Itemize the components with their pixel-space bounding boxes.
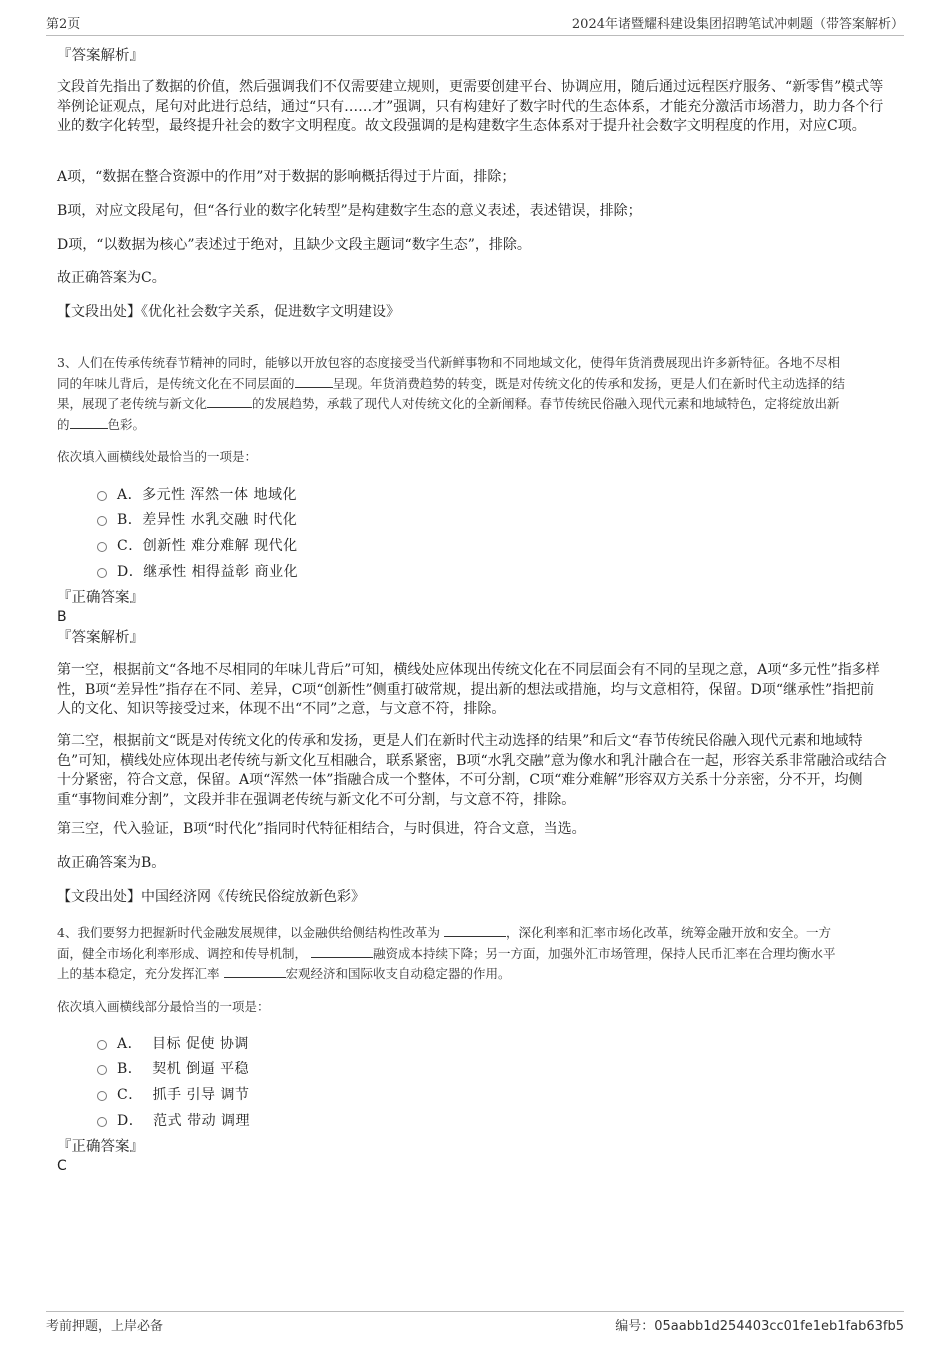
footer-slogan: 考前押题，上岸必备 (46, 1319, 164, 1334)
q3-analysis-para-1: 第一空，根据前文“各地不尽相同的年味儿背后”可知，横线处应体现出传统文化在不同层面会有不同的呈现之意，A项“多元性”指多样性，B项“差异性”指存在不同、差异，C项“创新性”侧重打破常规，提出新的想法或措施，均与文意相符，保留。D项“继承性”指把前人的文化、知识等接受过来，体现不出“不同”之意，与文意不符，排除。 (57, 662, 880, 717)
q4-option-a[interactable]: A． 目标 促使 协调 (97, 1030, 497, 1056)
q3-option-c[interactable]: C．创新性 难分难解 现代化 (97, 532, 497, 558)
q3-analysis-para-3: 第三空，代入验证，B项“时代化”指同时代特征相结合，与时俱进，符合文意，当选。 (57, 821, 586, 837)
document-code: 编号：05aabb1d254403cc01fe1eb1fab63fb5 (615, 1319, 904, 1334)
q3-option-d[interactable]: D．继承性 相得益彰 商业化 (97, 558, 497, 584)
page-footer (46, 1311, 904, 1334)
blank-line (70, 416, 108, 429)
radio-icon[interactable] (97, 568, 107, 578)
q4-stem-line: 面，健全市场化利率形成、调控和传导机制， 融资成本持续下降；另一方面，加强外汇市场管理，保持人民币汇率在合理均衡水平 (57, 945, 836, 961)
q2-option-b-analysis: B项，对应文段尾句，但“各行业的数字化转型”是构建数字生态的意义表述，表述错误，排除； (57, 203, 642, 219)
q4-prompt: 依次填入画横线部分最恰当的一项是： (57, 999, 270, 1014)
q3-option-a[interactable]: A．多元性 浑然一体 地域化 (97, 481, 497, 507)
radio-icon[interactable] (97, 1065, 107, 1075)
blank-line (224, 965, 286, 978)
q4-options (97, 1030, 497, 1132)
q2-option-d-analysis: D项，“以数据为核心”表述过于绝对，且缺少文段主题词“数字生态”，排除。 (57, 237, 531, 253)
q3-analysis-para-2: 第二空，根据前文“既是对传统文化的传承和发扬，更是人们在新时代主动选择的结果”和后文“春节传统民俗融入现代元素和地域特色”可知，横线处应体现出老传统与新文化互相融合，联系紧密，B项“水乳交融”意为像水和乳汁融合在一起，形容关系非常融洽或结合十分紧密，符合文意，保留。A项“浑然一体”指融合成一个整体，不可分割，C项“难分难解”形容双方关系十分亲密，分不开，均侧重“事物间难分割”，文段并非在强调老传统与新文化不可分割，与文意不符，排除。 (57, 733, 887, 808)
q3-correct-answer: B (57, 609, 67, 625)
radio-icon[interactable] (97, 1117, 107, 1127)
q3-conclusion: 故正确答案为B。 (57, 855, 166, 871)
q3-stem (57, 353, 887, 435)
q3-option-b[interactable]: B．差异性 水乳交融 时代化 (97, 507, 497, 533)
q2-analysis-label: 『答案解析』 (57, 48, 144, 64)
q2-option-a-analysis: A项，“数据在整合资源中的作用”对于数据的影响概括得过于片面，排除； (57, 169, 516, 185)
q4-option-b[interactable]: B． 契机 倒逼 平稳 (97, 1056, 497, 1082)
q3-stem-line: 3、人们在传承传统春节精神的同时，能够以开放包容的态度接受当代新鲜事物和不同地域文化，使得年货消费展现出许多新特征。各地不尽相 (57, 355, 840, 370)
blank-line (207, 395, 252, 408)
q4-stem-line: 上的基本稳定，充分发挥汇率 宏观经济和国际收支自动稳定器的作用。 (57, 966, 511, 981)
q4-correct-answer: C (57, 1158, 67, 1174)
radio-icon[interactable] (97, 491, 107, 501)
q3-analysis-label: 『答案解析』 (57, 630, 144, 646)
page-number: 第2页 (46, 17, 81, 32)
q4-option-d[interactable]: D． 范式 带动 调理 (97, 1107, 497, 1133)
radio-icon[interactable] (97, 1040, 107, 1050)
q3-prompt: 依次填入画横线处最恰当的一项是： (57, 449, 258, 464)
q3-stem-line: 果，展现了老传统与新文化 的发展趋势，承载了现代人对传统文化的全新阐释。春节传统民俗融入现代元素和地域特色，定将绽放出新 (57, 396, 840, 411)
q4-stem (57, 923, 887, 985)
q2-analysis-para: 文段首先指出了数据的价值，然后强调我们不仅需要建立规则，更需要创建平台、协调应用，随后通过远程医疗服务、“新零售”模式等举例论证观点，尾句对此进行总结，通过“只有……才”强调，只有构建好了数字时代的生态体系，才能充分激活市场潜力，助力各个行业的数字化转型，最终提升社会的数字文明程度。故文段强调的是构建数字生态体系对于提升社会数字文明程度的作用，对应C项。 (57, 79, 884, 134)
q3-stem-line: 的 色彩。 (57, 416, 146, 432)
q3-options (97, 481, 497, 583)
blank-line (295, 375, 333, 388)
q3-correct-label: 『正确答案』 (57, 590, 144, 606)
document-title: 2024年诸暨耀科建设集团招聘笔试冲刺题（带答案解析） (571, 17, 904, 32)
radio-icon[interactable] (97, 1091, 107, 1101)
q3-stem-line: 同的年味儿背后，是传统文化在不同层面的 呈现。年货消费趋势的转变，既是对传统文化的传承和发扬，更是人们在新时代主动选择的结 (57, 375, 846, 391)
radio-icon[interactable] (97, 516, 107, 526)
q2-conclusion: 故正确答案为C。 (57, 270, 166, 286)
blank-line (311, 945, 373, 958)
q4-stem-line: 4、我们要努力把握新时代金融发展规律，以金融供给侧结构性改革为 ，深化利率和汇率市场化改革，统筹金融开放和安全。一方 (57, 925, 831, 940)
blank-line (444, 924, 506, 937)
q4-option-c[interactable]: C． 抓手 引导 调节 (97, 1081, 497, 1107)
page-header (46, 12, 904, 36)
q4-correct-label: 『正确答案』 (57, 1139, 144, 1155)
radio-icon[interactable] (97, 542, 107, 552)
q2-source: 【文段出处】《优化社会数字关系，促进数字文明建设》 (57, 304, 400, 320)
q3-source: 【文段出处】中国经济网《传统民俗绽放新色彩》 (57, 889, 365, 905)
